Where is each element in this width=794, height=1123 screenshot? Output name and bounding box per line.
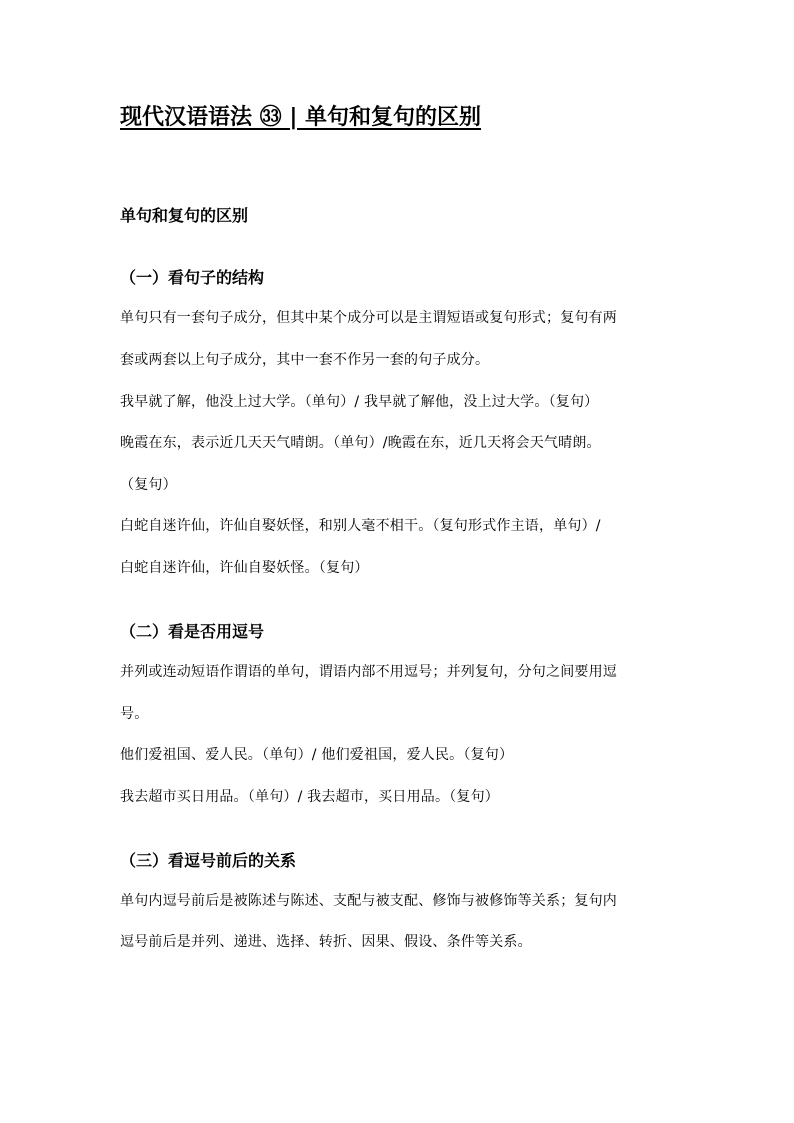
section-1-line-3: 我早就了解，他没上过大学。（单句）/ 我早就了解他，没上过大学。（复句） bbox=[120, 394, 599, 410]
section-2-line-2: 号。 bbox=[120, 706, 149, 722]
page-title: 现代汉语语法 ㉝ | 单句和复句的区别 bbox=[120, 105, 482, 130]
section-3-line-1: 单句内逗号前后是被陈述与陈述、支配与被支配、修饰与被修饰等关系；复句内 bbox=[120, 893, 617, 909]
section-2-line-1: 并列或连动短语作谓语的单句，谓语内部不用逗号；并列复句，分句之间要用逗 bbox=[120, 664, 617, 680]
section-2-line-3: 他们爱祖国、爱人民。（单句）/ 他们爱祖国，爱人民。（复句） bbox=[120, 747, 514, 763]
section-heading-1: （一）看句子的结构 bbox=[120, 268, 265, 287]
section-heading-3: （三）看逗号前后的关系 bbox=[120, 851, 297, 870]
section-1-line-1: 单句只有一套句子成分，但其中某个成分可以是主谓短语或复句形式；复句有两 bbox=[120, 310, 617, 326]
section-1-line-7: 白蛇自迷许仙，许仙自娶妖怪。（复句） bbox=[120, 560, 369, 576]
section-2-line-4: 我去超市买日用品。（单句）/ 我去超市，买日用品。（复句） bbox=[120, 789, 499, 805]
section-3-line-2: 逗号前后是并列、递进、选择、转折、因果、假设、条件等关系。 bbox=[120, 934, 532, 950]
subtitle: 单句和复句的区别 bbox=[120, 206, 249, 225]
section-1-line-6: 白蛇自迷许仙，许仙自娶妖怪，和别人毫不相干。（复句形式作主语，单句）/ bbox=[120, 518, 601, 534]
section-1-line-4: 晚霞在东，表示近几天天气晴朗。（单句）/晚霞在东，近几天将会天气晴朗。 bbox=[120, 435, 601, 451]
section-heading-2: （二）看是否用逗号 bbox=[120, 622, 265, 641]
section-1-line-2: 套或两套以上句子成分，其中一套不作另一套的句子成分。 bbox=[120, 352, 490, 368]
section-1-line-5: （复句） bbox=[120, 477, 177, 493]
